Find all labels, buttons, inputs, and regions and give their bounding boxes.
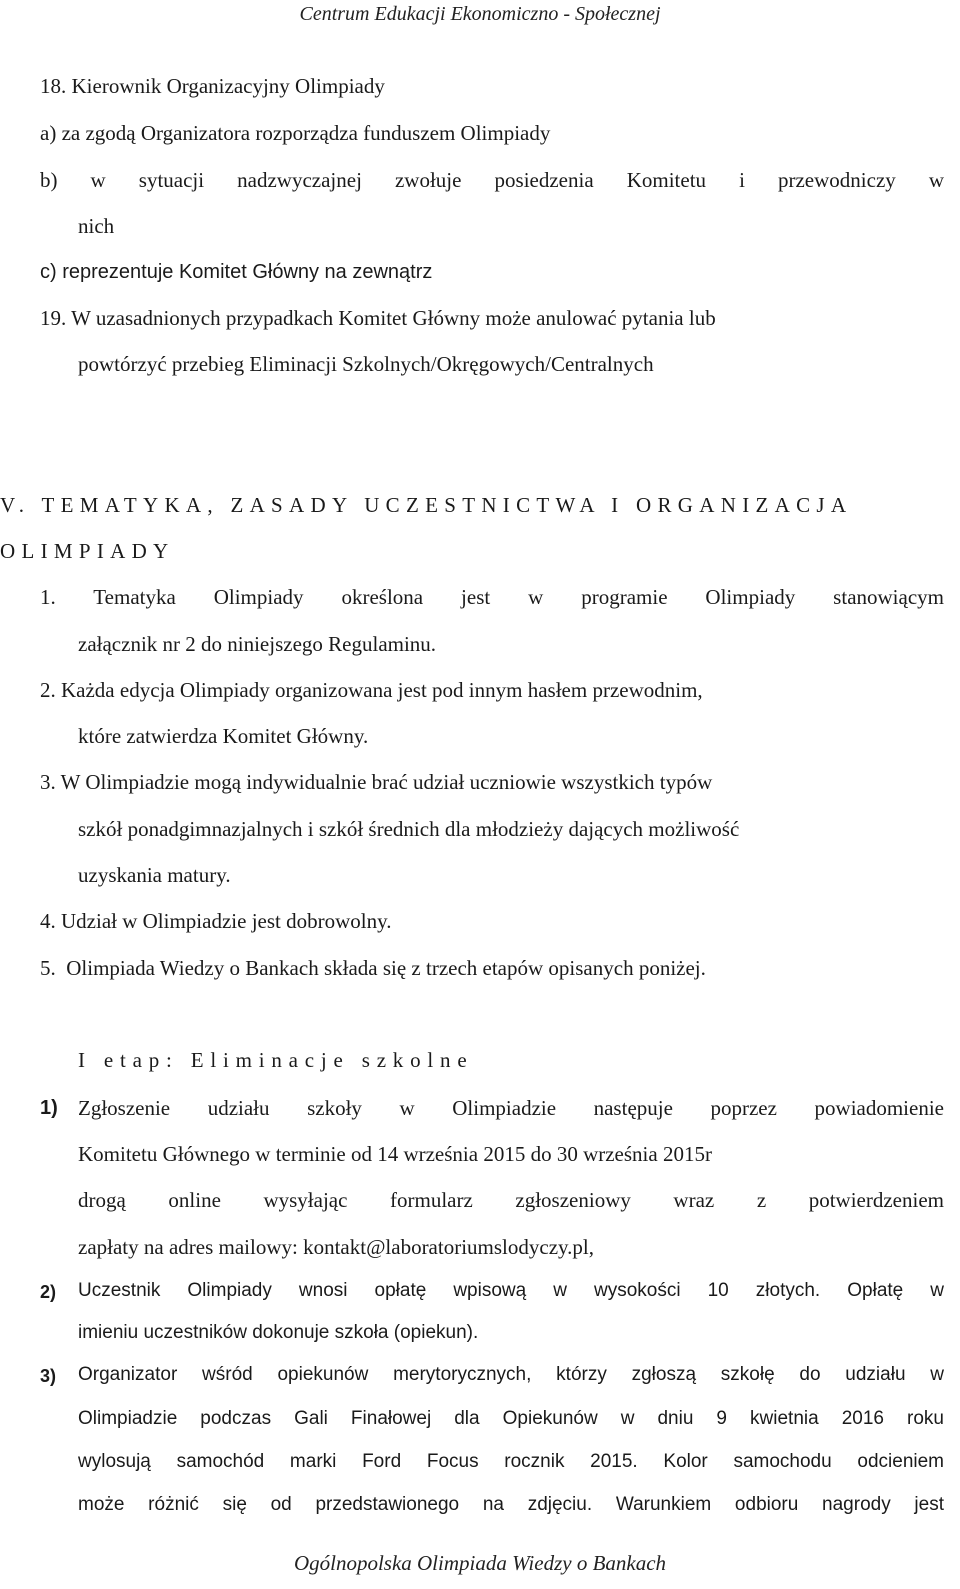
v-item-5 xyxy=(40,954,706,982)
v-item-3-number: 3. xyxy=(40,770,56,794)
v-item-3-line2: szkół ponadgimnazjalnych i szkół średnich dla młodzieży dających możliwość xyxy=(78,817,740,841)
item-19-line2: powtórzyć przebieg Eliminacji Szkolnych/Okręgowych/Centralnych xyxy=(78,352,654,376)
stage-1-item-2-line1: Uczestnik Olimpiady wnosi opłatę wpisową w wysokości 10 złotych. Opłatę w xyxy=(78,1280,944,1301)
stage-1-item-2-line2: imieniu uczestników dokonuje szkoła (opiekun). xyxy=(78,1322,479,1343)
v-item-4-number: 4. xyxy=(40,909,56,933)
item-19-text: W uzasadnionych przypadkach Komitet Główny może anulować pytania lub xyxy=(71,306,716,330)
item-18-b-line1: b) w sytuacji nadzwyczajnej zwołuje posiedzenia Komitetu i przewodniczy w xyxy=(40,168,944,192)
item-19-line1 xyxy=(40,304,944,332)
stage-1-item-3-number: 3) xyxy=(40,1366,57,1386)
stage-1-item-1-number: 1) xyxy=(40,1097,58,1119)
v-item-3-line3: uzyskania matury. xyxy=(78,863,231,887)
v-item-1-line1 xyxy=(40,583,944,611)
v-item-2-number: 2. xyxy=(40,678,56,702)
v-item-2-line1 xyxy=(40,676,944,704)
stage-1-item-2-number: 2) xyxy=(40,1282,57,1302)
stage-1-item-3-line3: wylosują samochód marki Ford Focus rocznik 2015. Kolor samochodu odcieniem xyxy=(78,1451,944,1472)
v-item-2-line2: które zatwierdza Komitet Główny. xyxy=(78,724,369,748)
v-item-1-text: Tematyka Olimpiady określona jest w programie Olimpiady stanowiącym xyxy=(93,585,944,609)
v-item-4-text: Udział w Olimpiadzie jest dobrowolny. xyxy=(61,909,392,933)
item-18-number: 18. xyxy=(40,74,67,98)
v-item-5-number: 5. xyxy=(40,956,56,980)
stage-1-item-3-line1: Organizator wśród opiekunów merytorycznych, którzy zgłoszą szkołę do udziału w xyxy=(78,1364,944,1385)
section-v-heading-line1: V. TEMATYKA, ZASADY UCZESTNICTWA I ORGANIZACJA xyxy=(0,493,853,517)
v-item-3-line1 xyxy=(40,768,944,796)
page-footer: Ogólnopolska Olimpiada Wiedzy o Bankach xyxy=(293,1551,667,1575)
stage-1-item-3-line4: może różnić się od przedstawionego na zdjęciu. Warunkiem odbioru nagrody jest xyxy=(78,1494,944,1515)
page-header: Centrum Edukacji Ekonomiczno - Społecznej xyxy=(299,3,661,25)
stage-1-item-1-line2: Komitetu Głównego w terminie od 14 września 2015 do 30 września 2015r xyxy=(78,1142,712,1166)
v-item-2-text: Każda edycja Olimpiady organizowana jest pod innym hasłem przewodnim, xyxy=(61,678,703,702)
stage-1-heading: I etap: Eliminacje szkolne xyxy=(78,1048,474,1072)
stage-1-item-1-line4: zapłaty na adres mailowy: kontakt@laboratoriumslodyczy.pl, xyxy=(78,1235,594,1259)
section-v-heading-line2: OLIMPIADY xyxy=(0,539,175,563)
v-item-1-line2: załącznik nr 2 do niniejszego Regulaminu. xyxy=(78,632,437,656)
stage-1-item-1-line1: Zgłoszenie udziału szkoły w Olimpiadzie następuje poprzez powiadomienie xyxy=(78,1096,944,1120)
item-18-a: a) za zgodą Organizatora rozporządza funduszem Olimpiady xyxy=(40,121,551,145)
item-19-number: 19. xyxy=(40,306,67,330)
v-item-4 xyxy=(40,907,391,935)
stage-1-item-3-line2: Olimpiadzie podczas Gali Finałowej dla Opiekunów w dniu 9 kwietnia 2016 roku xyxy=(78,1408,944,1429)
v-item-5-text: Olimpiada Wiedzy o Bankach składa się z trzech etapów opisanych poniżej. xyxy=(66,956,706,980)
item-18 xyxy=(40,72,385,100)
v-item-1-number: 1. xyxy=(40,585,56,609)
item-18-c: c) reprezentuje Komitet Główny na zewnątrz xyxy=(40,261,433,283)
item-18-b-line2: nich xyxy=(78,214,115,238)
item-18-text: Kierownik Organizacyjny Olimpiady xyxy=(71,74,385,98)
v-item-3-text: W Olimpiadzie mogą indywidualnie brać udział uczniowie wszystkich typów xyxy=(60,770,713,794)
stage-1-item-1-line3: drogą online wysyłając formularz zgłoszeniowy wraz z potwierdzeniem xyxy=(78,1188,944,1212)
